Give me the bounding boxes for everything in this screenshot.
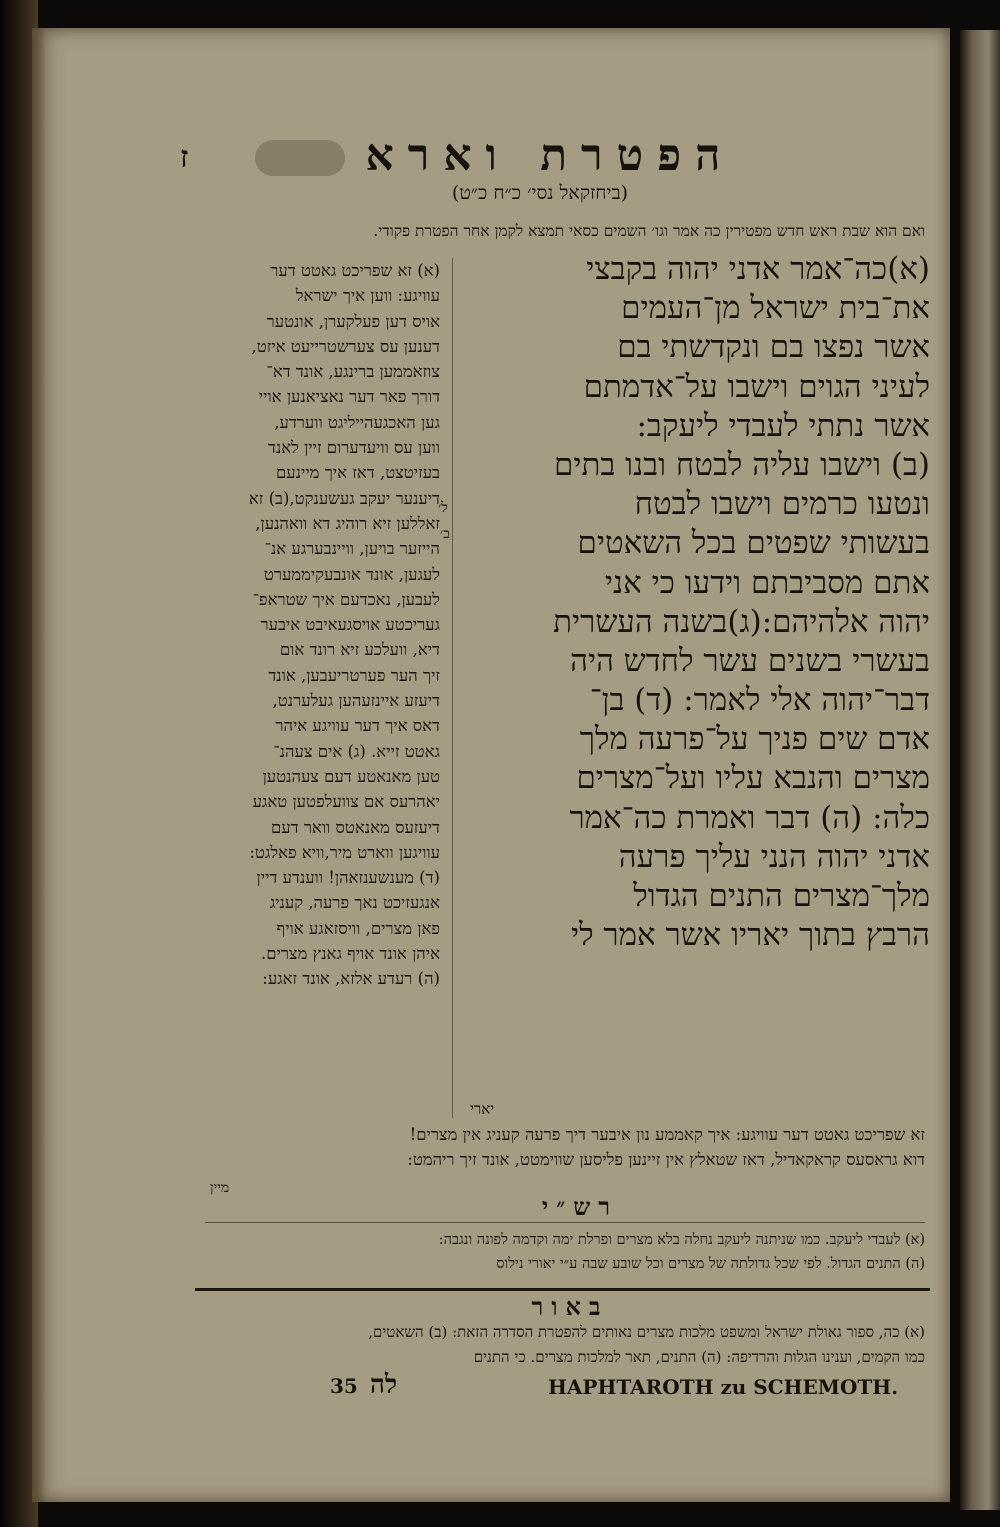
continuation-line: דוא גראסעס קראקאדיל, דאז שטאלץ אין זיינען פליסען שווימטט, אונד זיך ריהמט: bbox=[407, 1150, 925, 1169]
translation-line: בעזיטצט, דאז איך מיינעם bbox=[276, 463, 440, 483]
rashi-commentary bbox=[205, 1228, 925, 1276]
hebrew-line: מצרים והנבא עליו ועל־מצרים bbox=[576, 760, 930, 797]
rashi-line: (א) לעבדי ליעקב. כמו שניתנה ליעקב נחלה בלא מצרים ופרלת ימה וקדמה לפונה ונגבה: bbox=[438, 1232, 925, 1248]
hebrew-line: בעשרי בשנים עשר לחדש היה bbox=[570, 642, 930, 679]
continuation-line: זא שפריכט גאטט דער עוויגע: איך קאממע נון איבער דיך פרעה קעניג אין מצרים! bbox=[409, 1125, 925, 1144]
hebrew-line: אשר נפצו בם ונקדשתי בם bbox=[617, 329, 930, 366]
translation-line: (א) זא שפריכט גאטט דער bbox=[270, 261, 440, 280]
hebrew-text-column bbox=[460, 250, 930, 955]
translation-continuation bbox=[205, 1122, 925, 1172]
hebrew-page-number: לה bbox=[370, 1370, 398, 1400]
hebrew-line: מלך־מצרים התנים הגדול bbox=[633, 878, 930, 914]
biur-commentary bbox=[200, 1320, 925, 1370]
translation-line: פאן מצרים, וויסזאגע אויף bbox=[276, 918, 440, 938]
translation-line: (ד) מענשענזאהן! ווענדע דיין bbox=[256, 868, 440, 888]
rashi-line: (ה) התנים הגדול. לפי שכל גדולתה של מצרים וכל שובע שבה ע״י יאורי נילוס bbox=[496, 1256, 925, 1272]
hebrew-line: דבר־יהוה אלי לאמר: (ד) בן־ bbox=[589, 682, 930, 719]
hebrew-line: אתם מסביבתם וידעו כי אני bbox=[604, 564, 930, 601]
next-page-edge bbox=[960, 30, 1000, 1510]
biur-heading: באור bbox=[531, 1292, 609, 1321]
column-divider bbox=[452, 258, 453, 1118]
translation-line: לעגען, אונד אונבעקיממערט bbox=[263, 564, 440, 584]
translation-line: לעבען, נאכדעם איך שטראפ־ bbox=[252, 589, 440, 609]
translation-line: זאללען זיא רוהיג דא וואהנען, bbox=[255, 513, 440, 533]
translation-line: געריכטע אויסגעאיבט איבער bbox=[260, 615, 440, 635]
haftarah-title: הפטרת וארא bbox=[365, 130, 735, 181]
translation-line: דענען עס צערשטרייעט איזט, bbox=[251, 336, 440, 356]
hebrew-line: הרבץ בתוך יאריו אשר אמר לי bbox=[570, 917, 930, 954]
hebrew-line: כלה: (ה) דבר ואמרת כה־אמר bbox=[569, 799, 930, 836]
translation-line: צוזאממען ברינגע, אונד דא־ bbox=[266, 362, 440, 382]
translation-line: עוויגען ווארט מיר,וויא פאלגט: bbox=[249, 842, 440, 862]
page-letter: ז bbox=[180, 140, 189, 175]
rashi-heading: רש״י bbox=[541, 1192, 619, 1221]
running-title: HAPHTAROTH zu SCHEMOTH. bbox=[548, 1375, 899, 1399]
page-number: 35 bbox=[330, 1374, 358, 1398]
translation-line: גען האכגעהייליגט ווערדע, bbox=[274, 412, 440, 432]
translation-line: אנגעזיכט נאך פרעה, קעניג bbox=[269, 893, 440, 913]
hebrew-line: את־בית ישראל מן־העמים bbox=[621, 290, 930, 327]
margin-note: ל׳ bbox=[438, 500, 448, 516]
catchword: יארי bbox=[470, 1100, 495, 1118]
translation-column bbox=[190, 258, 440, 992]
translation-line: זיך הער פערטריעבען, אונד bbox=[268, 665, 440, 685]
translation-line: (ה) רעדע אלזא, אונד זאגע: bbox=[262, 969, 440, 989]
translation-line: ווען עס וויעדערום זיין לאנד bbox=[267, 438, 440, 458]
biur-line: (א) כה, ספור גאולת ישראל ומשפט מלכות מצרים נאותים להפטרת הסדרה הזאת: (ב) השאטים, bbox=[368, 1323, 925, 1341]
hebrew-line: (ב) וישבו עליה לבטח ובנו בתים bbox=[554, 446, 930, 483]
translation-line: דיענער יעקב געשענקט,(ב) זא bbox=[248, 488, 440, 508]
hebrew-line: בעשותי שפטים בכל השאטים bbox=[577, 525, 930, 562]
translation-line: דיא, וועלכע זיא רונד אום bbox=[279, 640, 440, 660]
section-rule bbox=[195, 1288, 930, 1291]
translation-line: אויס דען פעלקערן, אונטער bbox=[266, 311, 440, 331]
translation-line: דיעזעס מאנאטס וואר דעם bbox=[271, 817, 440, 837]
translation-line: עוויגע: ווען איך ישראל bbox=[295, 286, 440, 306]
translation-line: יאהרעס אם צוועלפטען טאגע bbox=[252, 792, 440, 812]
rashi-rule bbox=[205, 1222, 925, 1223]
hebrew-line: אדני יהוה הנני עליך פרעה bbox=[618, 838, 930, 875]
hebrew-line: אשר נתתי לעבדי ליעקב: bbox=[636, 407, 930, 444]
translation-line: גאטט זייא. (ג) אים צעהנ־ bbox=[273, 741, 440, 761]
translation-line: דורך פאר דער נאציאנען אויי bbox=[258, 387, 440, 407]
continuation-catchword: מיין bbox=[210, 1180, 230, 1196]
haftarah-source: (ביחזקאל נסי׳ כ״ח כ״ט) bbox=[451, 182, 629, 204]
translation-line: איהן אונד אויף גאנץ מצרים. bbox=[260, 944, 440, 964]
translation-line: טען מאנאטע דעם צעהנטען bbox=[262, 766, 440, 786]
hebrew-line: ונטעו כרמים וישבו לבטח bbox=[634, 486, 930, 523]
hebrew-line: אדם שים פניך על־פרעה מלך bbox=[579, 721, 930, 758]
hebrew-line: לעיני הגוים וישבו על־אדמתם bbox=[583, 368, 930, 405]
biur-line: כמו הקמים, וענינו הגלות והרדיפה: (ה) התנים, תאר למלכות מצרים. כי התנים bbox=[473, 1348, 925, 1366]
translation-line: דיעזע איינזעהען געלערנט, bbox=[272, 691, 440, 711]
hebrew-line: יהוה אלהיהם:(ג)בשנה העשרית bbox=[553, 603, 930, 640]
hebrew-line: (א)כה־אמר אדני יהוה בקבצי bbox=[586, 251, 930, 287]
translation-line: הייזער בויען, וויינבערגע אנ־ bbox=[264, 539, 440, 559]
translation-line: דאס איך דער עוויגע איהר bbox=[275, 716, 440, 736]
instruction-line: ואם הוא שבת ראש חדש מפטירין כה אמר וגו׳ השמים כסאי תמצא לקמן אחר הפטרת פקודי. bbox=[373, 222, 925, 240]
margin-note: ב׳ bbox=[440, 526, 450, 542]
